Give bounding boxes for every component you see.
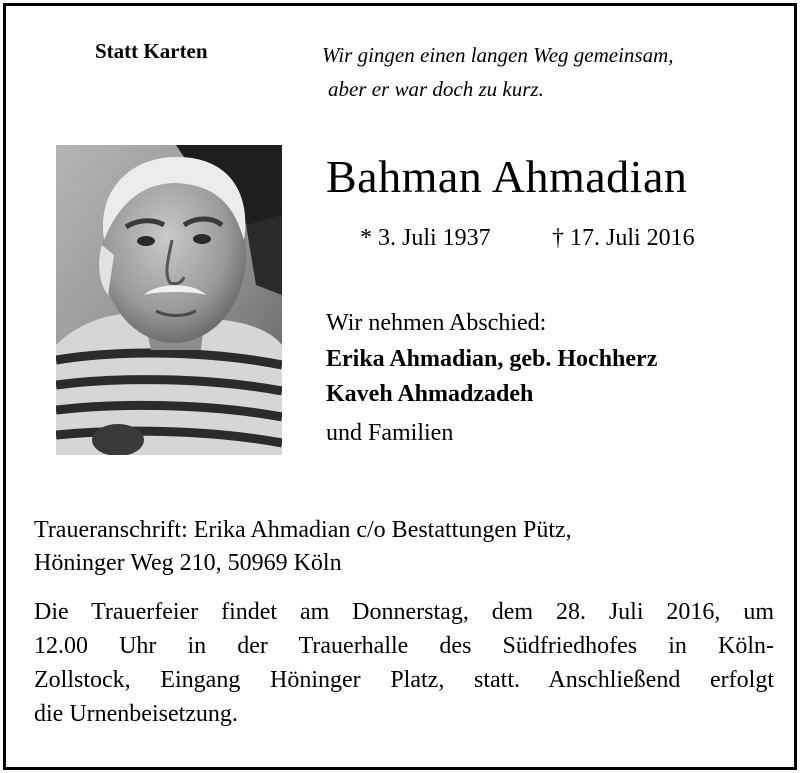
address-line-2: Höninger Weg 210, 50969 Köln	[34, 550, 342, 576]
address-line-1: Traueranschrift: Erika Ahmadian c/o Bestattungen Pütz,	[34, 517, 572, 543]
ceremony-line: 12.00 Uhr in der Trauerhalle des Südfriedhofes in Köln-	[34, 633, 774, 659]
birth-date: * 3. Juli 1937	[360, 225, 491, 251]
statt-karten-label: Statt Karten	[95, 39, 208, 63]
mourner-name: Erika Ahmadian, geb. Hochherz	[326, 346, 658, 372]
portrait-photo	[56, 145, 282, 455]
ceremony-line: Die Trauerfeier findet am Donnerstag, dem 28. Juli 2016, um	[34, 599, 774, 625]
ceremony-line: Zollstock, Eingang Höninger Platz, statt. Anschließend erfolgt	[34, 667, 774, 693]
farewell-intro: Wir nehmen Abschied:	[326, 310, 547, 336]
ceremony-notice	[34, 595, 774, 731]
motto-line-1: Wir gingen einen langen Weg gemeinsam,	[322, 43, 674, 67]
motto-line-2: aber er war doch zu kurz.	[328, 77, 544, 101]
mourner-families: und Familien	[326, 420, 454, 446]
deceased-name: Bahman Ahmadian	[326, 151, 688, 202]
motto-quote	[322, 38, 674, 106]
death-date: † 17. Juli 2016	[552, 225, 695, 251]
mourner-name: Kaveh Ahmadzadeh	[326, 381, 534, 407]
mourning-address	[34, 514, 572, 580]
ceremony-line: die Urnenbeisetzung.	[34, 701, 238, 727]
obituary-card	[3, 3, 797, 770]
